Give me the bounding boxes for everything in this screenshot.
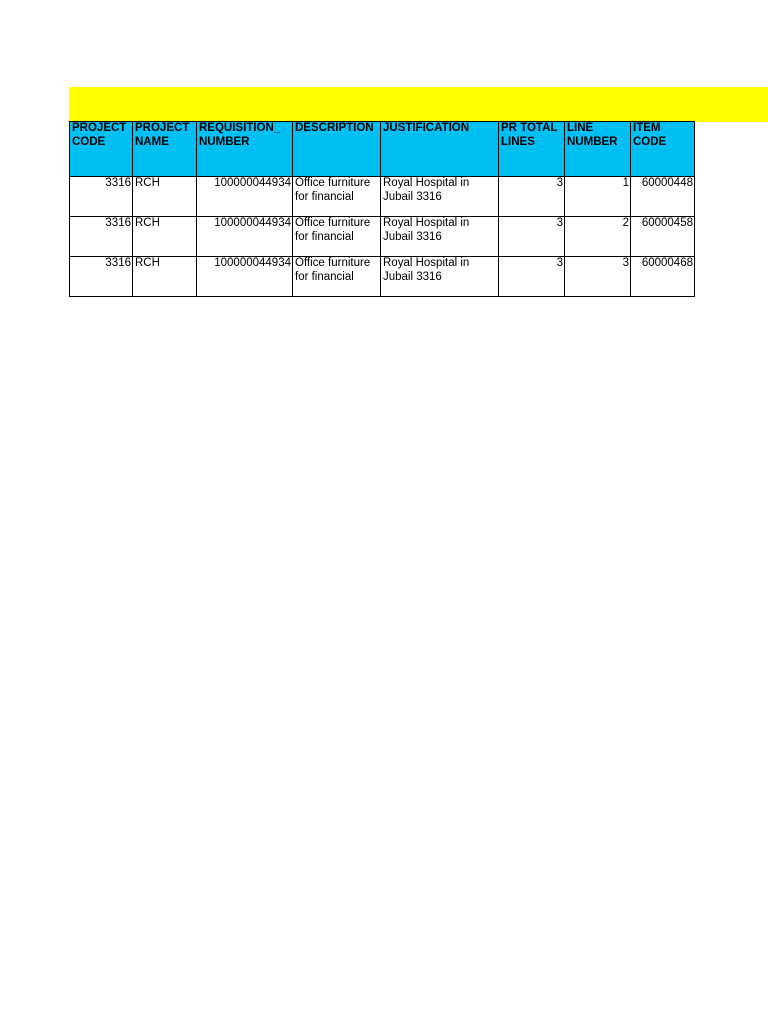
table-row	[70, 257, 695, 297]
cell-project-name[interactable]: RCH	[133, 257, 197, 297]
cell-description-text: Office furniture for financial	[295, 217, 371, 243]
cell-project-code[interactable]: 3316	[70, 217, 133, 257]
table-row	[70, 177, 695, 217]
cell-project-name[interactable]: RCH	[133, 177, 197, 217]
cell-pr-total-lines[interactable]: 3	[499, 257, 565, 297]
cell-justification[interactable]: Royal Hospital in Jubail 3316	[381, 217, 499, 257]
cell-line-number[interactable]: 3	[565, 257, 631, 297]
col-line-number[interactable]: LINE NUMBER	[565, 122, 631, 177]
cell-item-code[interactable]: 60000448	[631, 177, 695, 217]
col-requisition-number[interactable]: REQUISITION_ NUMBER	[197, 122, 293, 177]
cell-requisition-number[interactable]: 100000044934	[197, 217, 293, 257]
cell-item-code[interactable]: 60000468	[631, 257, 695, 297]
cell-justification[interactable]: Royal Hospital in Jubail 3316	[381, 257, 499, 297]
table-row	[70, 217, 695, 257]
col-justification[interactable]: JUSTIFICATION	[381, 122, 499, 177]
cell-line-number[interactable]: 1	[565, 177, 631, 217]
col-project-name[interactable]: PROJECT NAME	[133, 122, 197, 177]
cell-requisition-number[interactable]: 100000044934	[197, 177, 293, 217]
cell-requisition-number[interactable]: 100000044934	[197, 257, 293, 297]
requisition-table	[69, 121, 695, 297]
cell-line-number[interactable]: 2	[565, 217, 631, 257]
cell-item-code[interactable]: 60000458	[631, 217, 695, 257]
cell-description[interactable]	[293, 257, 381, 297]
col-pr-total-lines[interactable]: PR TOTAL LINES	[499, 122, 565, 177]
cell-project-code[interactable]: 3316	[70, 177, 133, 217]
col-project-code[interactable]: PROJECT CODE	[70, 122, 133, 177]
header-row	[70, 122, 695, 177]
col-item-code[interactable]: ITEM CODE	[631, 122, 695, 177]
cell-pr-total-lines[interactable]: 3	[499, 217, 565, 257]
cell-justification[interactable]: Royal Hospital in Jubail 3316	[381, 177, 499, 217]
cell-pr-total-lines[interactable]: 3	[499, 177, 565, 217]
cell-description[interactable]	[293, 217, 381, 257]
cell-description-text: Office furniture for financial	[295, 177, 371, 203]
header-band	[69, 87, 768, 122]
cell-description-text: Office furniture for financial	[295, 257, 371, 283]
col-description[interactable]: DESCRIPTION	[293, 122, 381, 177]
cell-project-code[interactable]: 3316	[70, 257, 133, 297]
cell-project-name[interactable]: RCH	[133, 217, 197, 257]
cell-description[interactable]	[293, 177, 381, 217]
